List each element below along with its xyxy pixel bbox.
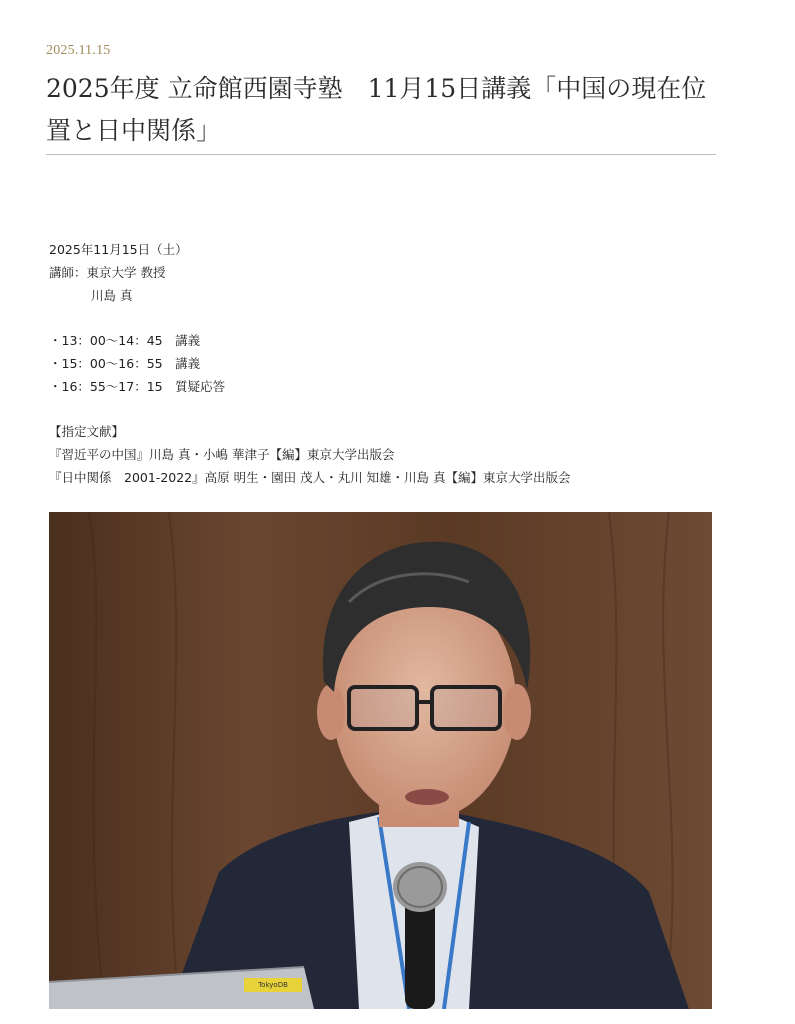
schedule-item: ・15：00〜16：55 講義: [49, 356, 201, 371]
reference-item: 『習近平の中国』川島 真・小嶋 華津子【編】東京大学出版会: [49, 447, 395, 462]
page-title: 2025年度 立命館西園寺塾 11月15日講義「中国の現在位置と日中関係」: [46, 74, 707, 145]
lecturer-name: 川島 真: [91, 288, 133, 303]
lecture-info: [49, 238, 729, 489]
event-date: 2025年11月15日（土）: [49, 242, 188, 257]
spacer: [49, 398, 729, 420]
schedule-item: ・16：55〜17：15 質疑応答: [49, 379, 226, 394]
spacer: [49, 307, 729, 329]
lecturer-photo-illustration: [49, 512, 712, 1009]
references-heading: 【指定文献】: [49, 424, 125, 439]
schedule-item: ・13：00〜14：45 講義: [49, 333, 201, 348]
post-date: 2025.11.15: [46, 43, 111, 58]
lecturer-affiliation: 講師：東京大学 教授: [49, 265, 166, 280]
reference-item: 『日中関係 2001-2022』高原 明生・園田 茂人・丸川 知雄・川島 真【編】東京大学出版会: [49, 470, 571, 485]
laptop-sticker: TokyoDB: [244, 978, 302, 992]
lecturer-photo: [49, 512, 712, 1009]
title-divider: [46, 154, 716, 155]
